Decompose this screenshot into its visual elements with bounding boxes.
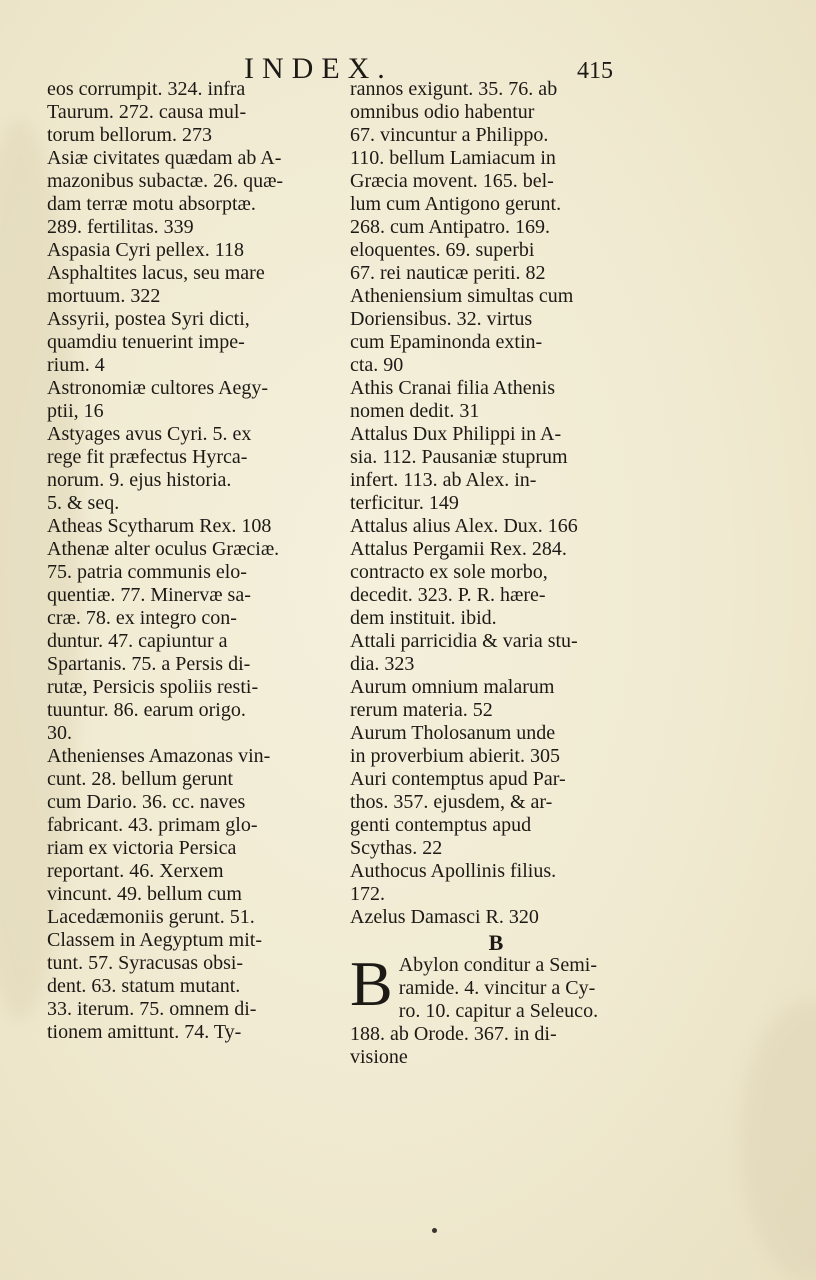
index-line: 188. ab Orode. 367. in di-	[350, 1023, 557, 1045]
index-line: cum Dario. 36. cc. naves	[47, 791, 246, 813]
index-line: dem instituit. ibid.	[350, 607, 497, 629]
index-line: Authocus Apollinis filius.	[350, 860, 557, 882]
index-line: rerum materia. 52	[350, 699, 493, 721]
index-line: tunt. 57. Syracusas obsi-	[47, 952, 244, 974]
index-line: Assyrii, postea Syri dicti,	[47, 308, 250, 330]
index-line: mazonibus subactæ. 26. quæ-	[47, 170, 284, 192]
index-line: contracto ex sole morbo,	[350, 561, 548, 583]
index-line: 67. vincuntur a Philippo.	[350, 124, 549, 146]
index-line: sia. 112. Pausaniæ stuprum	[350, 446, 568, 468]
index-line: quamdiu tenuerint impe-	[47, 331, 245, 353]
index-line: Attalus Dux Philippi in A-	[350, 423, 562, 445]
index-line: mortuum. 322	[47, 285, 161, 307]
index-line: duntur. 47. capiuntur a	[47, 630, 228, 652]
index-line: lum cum Antigono gerunt.	[350, 193, 562, 215]
index-line: thos. 357. ejusdem, & ar-	[350, 791, 553, 813]
dropcap-b: B	[350, 948, 393, 1019]
index-line: Azelus Damasci R. 320	[350, 906, 539, 928]
right-index-column	[350, 78, 642, 1069]
index-line: visione	[350, 1046, 408, 1068]
index-line: Spartanis. 75. a Persis di-	[47, 653, 251, 675]
section-b-entries	[350, 948, 642, 1069]
index-line: torum bellorum. 273	[47, 124, 212, 146]
index-line: Scythas. 22	[350, 837, 443, 859]
index-line: 110. bellum Lamiacum in	[350, 147, 556, 169]
index-line: dent. 63. statum mutant.	[47, 975, 241, 997]
index-line: rutæ, Persicis spoliis resti-	[47, 676, 259, 698]
index-line: ramide. 4. vincitur a Cy-	[398, 977, 596, 999]
index-line: 5. & seq.	[47, 492, 120, 514]
page-header-title: INDEX.	[244, 52, 393, 85]
index-line: Aurum Tholosanum unde	[350, 722, 556, 744]
index-line: tuuntur. 86. earum origo.	[47, 699, 246, 721]
index-line: 172.	[350, 883, 385, 905]
index-line: terficitur. 149	[350, 492, 459, 514]
index-line: Asiæ civitates quædam ab A-	[47, 147, 282, 169]
index-line: reportant. 46. Xerxem	[47, 860, 224, 882]
footer-dot	[432, 1228, 437, 1233]
index-line: dia. 323	[350, 653, 415, 675]
index-line: Attalus alius Alex. Dux. 166	[350, 515, 578, 537]
index-line: Aspasia Cyri pellex. 118	[47, 239, 245, 261]
index-line: rege fit præfectus Hyrca-	[47, 446, 248, 468]
index-line: Doriensibus. 32. virtus	[350, 308, 533, 330]
index-line: ptii, 16	[47, 400, 104, 422]
index-line: Attalus Pergamii Rex. 284.	[350, 538, 567, 560]
index-line: Lacedæmoniis gerunt. 51.	[47, 906, 255, 928]
index-line: cum Epaminonda extin-	[350, 331, 543, 353]
index-line: Athenienses Amazonas vin-	[47, 745, 271, 767]
index-line: rium. 4	[47, 354, 105, 376]
index-line: Astronomiæ cultores Aegy-	[47, 377, 269, 399]
page-number: 415	[577, 58, 613, 84]
index-line: Attali parricidia & varia stu-	[350, 630, 578, 652]
index-line: genti contemptus apud	[350, 814, 532, 836]
index-line: Asphaltites lacus, seu mare	[47, 262, 265, 284]
index-line: 268. cum Antipatro. 169.	[350, 216, 550, 238]
index-line: Athenæ alter oculus Græciæ.	[47, 538, 280, 560]
index-line: 67. rei nauticæ periti. 82	[350, 262, 546, 284]
left-index-column	[47, 78, 343, 1044]
index-line: vincunt. 49. bellum cum	[47, 883, 242, 905]
index-line: infert. 113. ab Alex. in-	[350, 469, 537, 491]
index-line: nomen dedit. 31	[350, 400, 480, 422]
index-line: 30.	[47, 722, 72, 744]
index-line: Atheniensium simultas cum	[350, 285, 574, 307]
index-line: cunt. 28. bellum gerunt	[47, 768, 234, 790]
index-line: omnibus odio habentur	[350, 101, 535, 123]
index-line: Abylon conditur a Semi-	[398, 954, 597, 976]
index-line: 289. fertilitas. 339	[47, 216, 194, 238]
index-line: riam ex victoria Persica	[47, 837, 237, 859]
index-line: in proverbium abierit. 305	[350, 745, 560, 767]
index-line: ro. 10. capitur a Seleuco.	[398, 1000, 599, 1022]
index-line: norum. 9. ejus historia.	[47, 469, 232, 491]
paper-stain	[740, 1000, 816, 1280]
index-line: Auri contemptus apud Par-	[350, 768, 566, 790]
index-line: Classem in Aegyptum mit-	[47, 929, 262, 951]
index-line: cta. 90	[350, 354, 404, 376]
index-line: tionem amittunt. 74. Ty-	[47, 1021, 242, 1043]
index-line: decedit. 323. P. R. hære-	[350, 584, 546, 606]
index-line: rannos exigunt. 35. 76. ab	[350, 78, 558, 100]
index-line: 33. iterum. 75. omnem di-	[47, 998, 257, 1020]
index-line: Græcia movent. 165. bel-	[350, 170, 554, 192]
index-line: Atheas Scytharum Rex. 108	[47, 515, 272, 537]
index-line: quentiæ. 77. Minervæ sa-	[47, 584, 251, 606]
index-line: Aurum omnium malarum	[350, 676, 555, 698]
index-line: cræ. 78. ex integro con-	[47, 607, 237, 629]
section-letter-b: B	[488, 930, 504, 955]
index-line: Taurum. 272. causa mul-	[47, 101, 247, 123]
index-line: dam terræ motu absorptæ.	[47, 193, 256, 215]
index-line: Astyages avus Cyri. 5. ex	[47, 423, 252, 445]
index-line: eos corrumpit. 324. infra	[47, 78, 246, 100]
index-line: Athis Cranai filia Athenis	[350, 377, 555, 399]
index-line: 75. patria communis elo-	[47, 561, 247, 583]
index-line: fabricant. 43. primam glo-	[47, 814, 258, 836]
index-line: eloquentes. 69. superbi	[350, 239, 535, 261]
